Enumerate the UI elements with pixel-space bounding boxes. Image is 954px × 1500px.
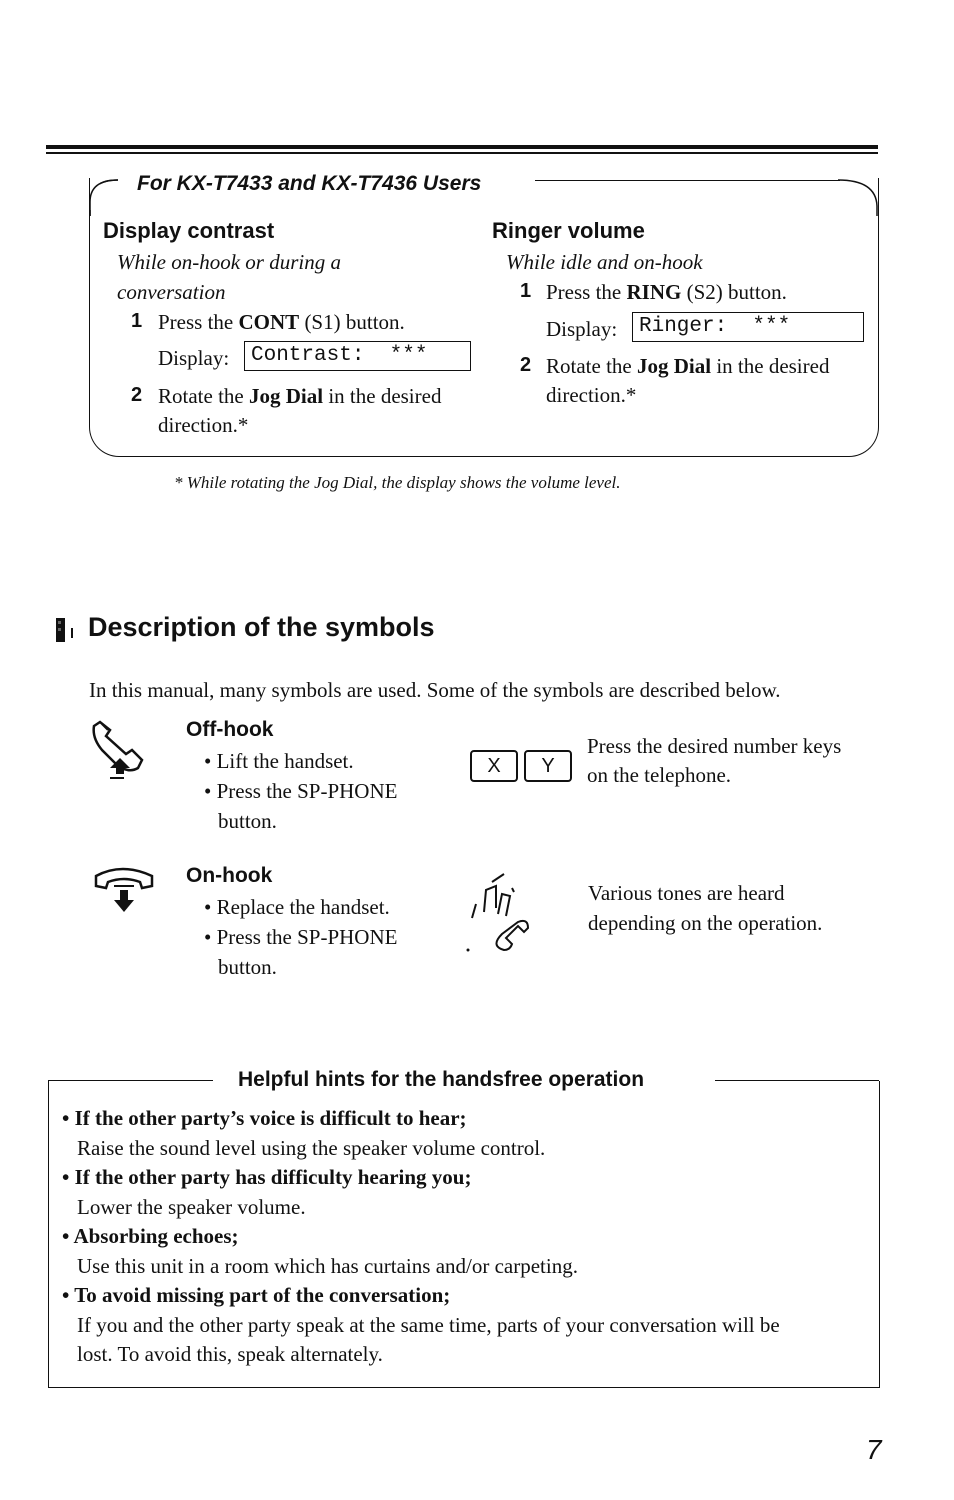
ringer-step-1-number: 1: [520, 280, 532, 302]
ringer-step-1: Press the RING (S2) button.: [546, 280, 787, 304]
users-banner: For KX-T7433 and KX-T7436 Users: [137, 172, 482, 195]
display-contrast-title: Display contrast: [103, 218, 275, 243]
hint-item-text: If you and the other party speak at the same time, parts of your conversation will be: [77, 1312, 780, 1337]
hint-item: [62, 1104, 862, 1163]
on-hook-bullet-2-cont: button.: [218, 955, 277, 979]
contrast-step-1-number: 1: [131, 310, 143, 332]
hint-item-text: Lower the speaker volume.: [77, 1194, 306, 1219]
contrast-step-1: Press the CONT (S1) button.: [158, 310, 405, 334]
on-hook-bullet-1: • Replace the handset.: [204, 895, 390, 919]
on-hook-title: On-hook: [186, 864, 273, 887]
users-box-top-line: [535, 180, 840, 181]
ringer-step-2-number: 2: [520, 354, 532, 376]
contrast-display-label: Display:: [158, 346, 230, 370]
tones-text-1: Various tones are heard: [588, 881, 785, 905]
contrast-condition-1: While on-hook or during a: [117, 250, 341, 274]
contrast-condition-2: conversation: [117, 280, 226, 304]
hint-item-head: • If the other party’s voice is difficult to hear;: [62, 1106, 467, 1130]
users-box-corner-left-curve2: [88, 176, 128, 216]
number-key-x: X: [470, 750, 518, 782]
ringer-step-2: Rotate the Jog Dial in the desired: [546, 354, 830, 378]
on-hook-bullet-2: • Press the SP-PHONE: [204, 925, 398, 949]
tones-icon: [462, 868, 544, 954]
ringer-condition: While idle and on-hook: [506, 250, 703, 274]
hint-item: [62, 1281, 862, 1370]
hint-item: [62, 1222, 862, 1281]
contrast-step-2: Rotate the Jog Dial in the desired: [158, 384, 442, 408]
off-hook-title: Off-hook: [186, 718, 274, 741]
hint-item: [62, 1163, 862, 1222]
hint-item-head: • If the other party has difficulty hearing you;: [62, 1165, 472, 1189]
section-marker-icon: [56, 616, 86, 644]
number-keys-text-1: Press the desired number keys: [587, 734, 842, 758]
users-box-corner-right-curve: [838, 176, 880, 216]
off-hook-handset-icon: [88, 720, 160, 780]
ringer-lcd-display: Ringer: ***: [632, 312, 864, 342]
on-hook-handset-icon: [92, 864, 164, 920]
off-hook-bullet-2: • Press the SP-PHONE: [204, 779, 398, 803]
hint-item-text: Raise the sound level using the speaker volume control.: [77, 1135, 546, 1160]
number-keys-text-2: on the telephone.: [587, 763, 732, 787]
ringer-display-label: Display:: [546, 317, 618, 341]
ringer-step-2-cont: direction.*: [546, 383, 637, 407]
hint-item-head: • Absorbing echoes;: [62, 1224, 239, 1248]
hints-box-top-left: [48, 1080, 213, 1081]
ringer-volume-title: Ringer volume: [492, 218, 645, 243]
symbols-intro: In this manual, many symbols are used. Some of the symbols are described below.: [89, 678, 781, 702]
symbols-heading: Description of the symbols: [88, 612, 435, 642]
hints-list: [62, 1104, 862, 1370]
jog-dial-footnote: * While rotating the Jog Dial, the display shows the volume level.: [174, 473, 621, 492]
hint-item-head: • To avoid missing part of the conversation;: [62, 1283, 451, 1307]
contrast-lcd-display: Contrast: ***: [244, 341, 471, 371]
contrast-step-2-number: 2: [131, 384, 143, 406]
off-hook-bullet-2-cont: button.: [218, 809, 277, 833]
contrast-step-2-cont: direction.*: [158, 413, 249, 437]
hint-item-text: Use this unit in a room which has curtains and/or carpeting.: [77, 1253, 578, 1278]
top-rule-thin: [46, 152, 878, 154]
off-hook-bullet-1: • Lift the handset.: [204, 749, 354, 773]
hint-item-text: lost. To avoid this, speak alternately.: [77, 1342, 383, 1366]
hints-box-top-right: [715, 1080, 879, 1081]
tones-text-2: depending on the operation.: [588, 911, 823, 935]
top-rule: [46, 145, 878, 149]
hints-title: Helpful hints for the handsfree operation: [238, 1068, 645, 1091]
number-key-y: Y: [524, 750, 572, 782]
page-number: 7: [866, 1434, 882, 1465]
